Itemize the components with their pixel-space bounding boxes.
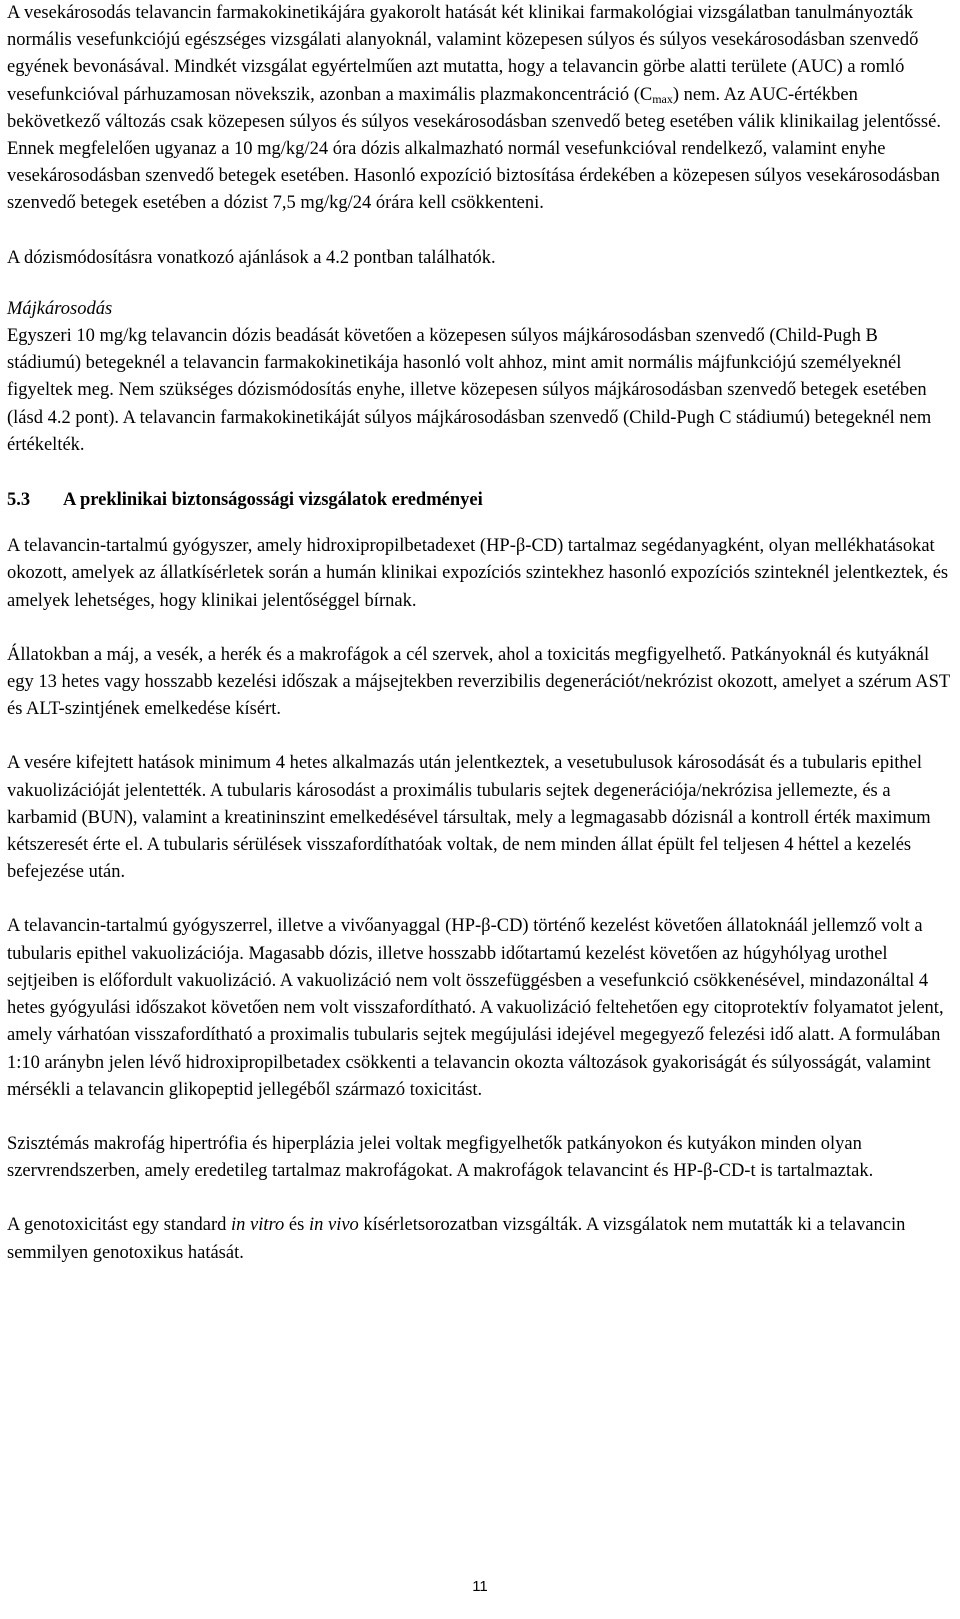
- italic-term: in vitro: [231, 1215, 285, 1236]
- preclinical-paragraph-1: A telavancin-tartalmú gyógyszer, amely hidroxipropilbetadexet (HP-β-CD) tartalmaz segédanyagként, olyan mellékhatásokat okozott, amelyek az állatkísérletek során a humán klinikai expozíciós szintekhez hasonló expozíciós szinteknél jelentkeztek, és amelyek lehetséges, hogy klinikai jelentőséggel bírnak.: [7, 536, 949, 611]
- preclinical-paragraph-5: Szisztémás makrofág hipertrófia és hiperplázia jelei voltak megfigyelhetők patkányokon és kutyákon minden olyan szervrendszerben, amely eredetileg tartalmaz makrofágokat. A makrofágok telavancint és HP-β-CD-t is tartalmaztak.: [7, 1133, 874, 1182]
- document-page: [7, 0, 953, 1267]
- genotoxicity-paragraph: [7, 1212, 953, 1266]
- dose-adjustment-note: A dózismódosításra vonatkozó ajánlások a 4.2 pontban találhatók.: [7, 247, 496, 268]
- preclinical-paragraph-3: A vesére kifejtett hatások minimum 4 hetes alkalmazás után jelentkeztek, a vesetubulusok károsodását és a tubularis epithel vakuolizációját jelentették. A tubularis károsodást a proximális tubularis sejtek degenerációja/nekrózisa jellemezte, és a karbamid (BUN), valamint a kreatininszint emelkedésével társultak, mely a legmagasabb dózisnál a kontroll érték maximum kétszeresét érte el. A tubularis sérülések visszafordíthatóak voltak, de nem minden állat épült fel teljesen 4 héttel a kezelés befejezése után.: [7, 753, 931, 883]
- paragraph-text: A vesekárosodás telavancin farmakokinetikájára gyakorolt hatását két klinikai farmakológiai vizsgálatban tanulmányozták normális vesefunkciójú egészséges vizsgálati alanyoknál, valamint közepesen súlyos és súlyos vesekárosodásban szenvedő egyének bevonásával. Mindkét vizsgálat egyértelműen azt mutatta, hogy a telavancin görbe alatti területe (AUC) a romló vesefunkcióval párhuzamosan növekszik, azonban a maximális plazmakoncentráció (C: [7, 3, 919, 105]
- subscript-max: max: [652, 91, 673, 106]
- page-number: 11: [472, 1578, 488, 1595]
- paragraph-text: és: [284, 1215, 309, 1236]
- section-heading: [7, 487, 953, 514]
- preclinical-paragraph-4: A telavancin-tartalmú gyógyszerrel, illetve a vivőanyaggal (HP-β-CD) történő kezelést követően állatoknáál jellemző volt a tubularis epithel vakuolizációja. Magasabb dózis, illetve hosszabb időtartamú kezelést követően az húgyhólyag urothel sejtjeiben is előfordult vakuolizáció. A vakuolizáció nem volt összefüggésben a vesefunkció csökkenésével, mindazonáltal 4 hetes gyógyulási időszakot követően nem volt visszafordítható. A vakuolizáció feltehetően egy citoprotektív folyamatot jelent, amely várhatóan visszafordítható a proximalis tubularis sejtek megújulási idejével megegyező felezési idő alatt. A formulában 1:10 aránybn jelen lévő hidroxipropilbetadex csökkenti a telavancin okozta változások gyakoriságát és súlyosságát, valamint mérsékli a telavancin glikopeptid jellegéből származó toxicitást.: [7, 916, 944, 1100]
- paragraph-text: A genotoxicitást egy standard: [7, 1215, 232, 1236]
- section-number: 5.3: [7, 490, 31, 511]
- preclinical-paragraph-2: Állatokban a máj, a vesék, a herék és a makrofágok a cél szervek, ahol a toxicitás megfigyelhető. Patkányoknál és kutyáknál egy 13 hetes vagy hosszabb kezelési időszak a májsejtekben reverzibilis degenerációt/nekrózist okozott, amelyet a szérum AST és ALT-szintjének emelkedése kísért.: [7, 644, 950, 720]
- paragraph-text: kísérletsorozatban vizsgálták. A vizsgálatok nem mutatták ki a telavancin semmilyen genotoxikus hatását.: [7, 1215, 906, 1263]
- hepatic-impairment-title: Májkárosodás: [7, 298, 113, 319]
- italic-term: in vivo: [308, 1215, 359, 1236]
- paragraph-text: ) nem. Az AUC-értékben bekövetkező változás csak közepesen súlyos és súlyos vesekárosodásban szenvedő beteg esetében válik klinikailag jelentőssé. Ennek megfelelően ugyanaz a 10 mg/kg/24 óra dózis alkalmazható normál vesefunkcióval rendelkező, valamint enyhe vesekárosodásban szenvedő betegek esetében. Hasonló expozíció biztosítása érdekében a közepesen súlyos vesekárosodásban szenvedő betegek esetében a dózist 7,5 mg/kg/24 órára kell csökkenteni.: [7, 84, 941, 214]
- hepatic-impairment-paragraph: Egyszeri 10 mg/kg telavancin dózis beadását követően a közepesen súlyos májkárosodásban szenvedő (Child-Pugh B stádiumú) betegeknél a telavancin farmakokinetikája hasonló volt ahhoz, mint amit normális májfunkciójú személyeknél figyeltek meg. Nem szükséges dózismódosítás enyhe, illetve közepesen súlyos májkárosodásban szenvedő betegek esetében (lásd 4.2 pont). A telavancin farmakokinetikáját súlyos májkárosodásban szenvedő (Child-Pugh C stádiumú) betegeknél nem értékelték.: [7, 326, 932, 455]
- renal-impairment-paragraph: [7, 0, 953, 218]
- section-title: A preklinikai biztonságossági vizsgálatok eredményei: [63, 490, 483, 511]
